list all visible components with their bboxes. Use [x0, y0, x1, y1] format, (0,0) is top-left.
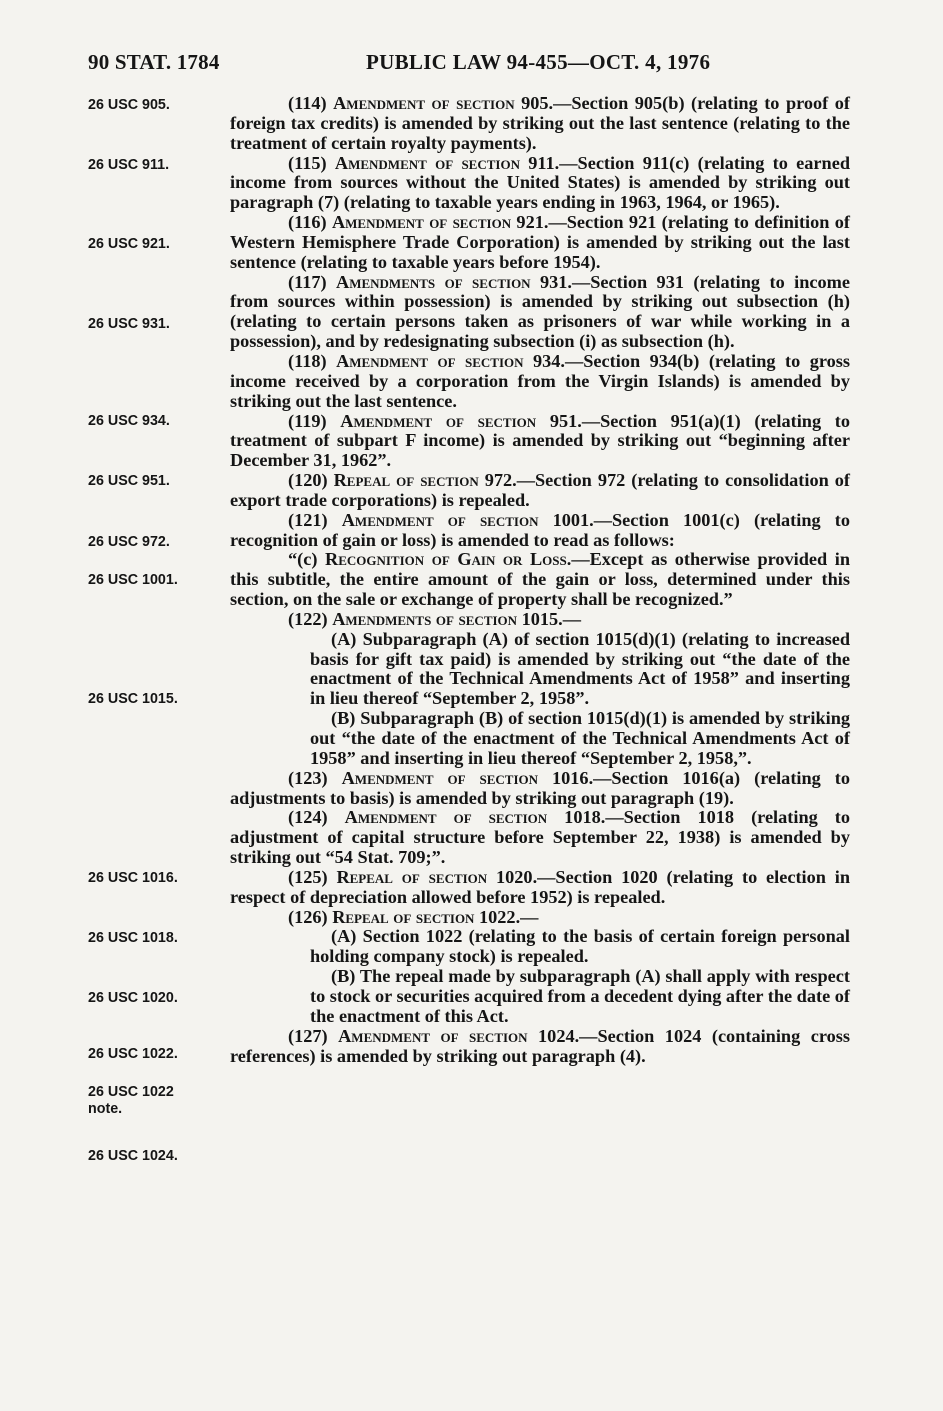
- margin-note: 26 USC 905.: [88, 97, 170, 113]
- margin-note: 26 USC 1018.: [88, 930, 178, 946]
- margin-note: 26 USC 972.: [88, 534, 170, 550]
- paragraph-118: (118) Amendment of section 934.—Section 934(b) (relating to gross income received by a corporation from the Virgin Islands) is amended by striking out the last sentence.: [230, 350, 850, 411]
- paragraph-121: (121) Amendment of section 1001.—Section 1001(c) (relating to recognition of gain or loss) is amended to read as follows:: [230, 509, 850, 550]
- paragraph-116: (116) Amendment of section 921.—Section 921 (relating to definition of Western Hemisphere Trade Corporation) is amended by striking out the last sentence (relating to taxable years before 1954).: [230, 212, 850, 272]
- paragraph-122-b: (B) Subparagraph (B) of section 1015(d)(1) is amended by striking out “the date of the enactment of the Technical Amendments Act of 1958” and inserting in lieu thereof “September 2, 1958,”.: [310, 708, 850, 768]
- margin-note: 26 USC 911.: [88, 157, 170, 173]
- margin-note: 26 USC 1022 note.: [88, 1084, 174, 1117]
- page-header: [88, 50, 858, 80]
- paragraph-123: (123) Amendment of section 1016.—Section 1016(a) (relating to adjustments to basis) is amended by striking out paragraph (19).: [230, 767, 850, 808]
- paragraph-119: (119) Amendment of section 951.—Section 951(a)(1) (relating to treatment of subpart F income) is amended by striking out “beginning after December 31, 1962”.: [230, 410, 850, 471]
- paragraph-114: (114) Amendment of section 905.—Section 905(b) (relating to proof of foreign tax credits) is amended by striking out the last sentence (relating to the treatment of certain royalty payments).: [230, 93, 850, 153]
- stat-citation: 90 STAT. 1784: [88, 50, 220, 74]
- margin-note: 26 USC 934.: [88, 413, 170, 429]
- margin-note: 26 USC 1022.: [88, 1046, 178, 1062]
- paragraph-125: (125) Repeal of section 1020.—Section 1020 (relating to election in respect of depreciation allowed before 1952) is repealed.: [230, 866, 850, 907]
- paragraph-122: (122) Amendments of section 1015.—: [288, 608, 582, 629]
- paragraph-126-a: (A) Section 1022 (relating to the basis of certain foreign personal holding company stock) is repealed.: [310, 926, 850, 967]
- margin-note: 26 USC 1024.: [88, 1148, 178, 1164]
- margin-note: 26 USC 1001.: [88, 572, 178, 588]
- paragraph-126-b: (B) The repeal made by subparagraph (A) shall apply with respect to stock or securities acquired from a decedent dying after the date of the enactment of this Act.: [310, 966, 851, 1026]
- paragraph-122-a: (A) Subparagraph (A) of section 1015(d)(1) (relating to increased basis for gift tax paid) is amended by striking out “the date of the enactment of the Technical Amendments Act of 1958” and inserting in lieu thereof “September 2, 1958”.: [310, 628, 850, 709]
- margin-note: 26 USC 1015.: [88, 691, 178, 707]
- paragraph-117: (117) Amendments of section 931.—Section 931 (relating to income from sources within possession) is amended by striking out subsection (h) (relating to certain persons taken as prisoners of war while working in a possession), and by redesignating subsection (i) as subsection (h).: [230, 271, 850, 352]
- margin-note: 26 USC 1020.: [88, 990, 178, 1006]
- paragraph-126: (126) Repeal of section 1022.—: [288, 906, 539, 927]
- paragraph-120: (120) Repeal of section 972.—Section 972 (relating to consolidation of export trade corporations) is repealed.: [230, 470, 850, 510]
- margin-note: 26 USC 931.: [88, 316, 170, 332]
- paragraph-127: (127) Amendment of section 1024.—Section 1024 (containing cross references) is amended by striking out paragraph (4).: [230, 1025, 850, 1066]
- document-body: [230, 94, 850, 1066]
- margin-note: 26 USC 1016.: [88, 870, 178, 886]
- paragraph-124: (124) Amendment of section 1018.—Section 1018 (relating to adjustment of capital structure before September 22, 1938) is amended by striking out “54 Stat. 709;”.: [230, 807, 851, 868]
- margin-note: 26 USC 921.: [88, 236, 170, 252]
- public-law-title: PUBLIC LAW 94-455—OCT. 4, 1976: [366, 50, 711, 74]
- paragraph-121-quote: “(c) Recognition of Gain or Loss.—Except as otherwise provided in this subtitle, the entire amount of the gain or loss, determined under this section, on the sale or exchange of property shall be recognized.”: [230, 549, 851, 610]
- margin-note: 26 USC 951.: [88, 473, 170, 489]
- paragraph-115: (115) Amendment of section 911.—Section 911(c) (relating to earned income from sources without the United States) is amended by striking out paragraph (7) (relating to taxable years ending in 1963, 1964, or 1965).: [230, 152, 850, 213]
